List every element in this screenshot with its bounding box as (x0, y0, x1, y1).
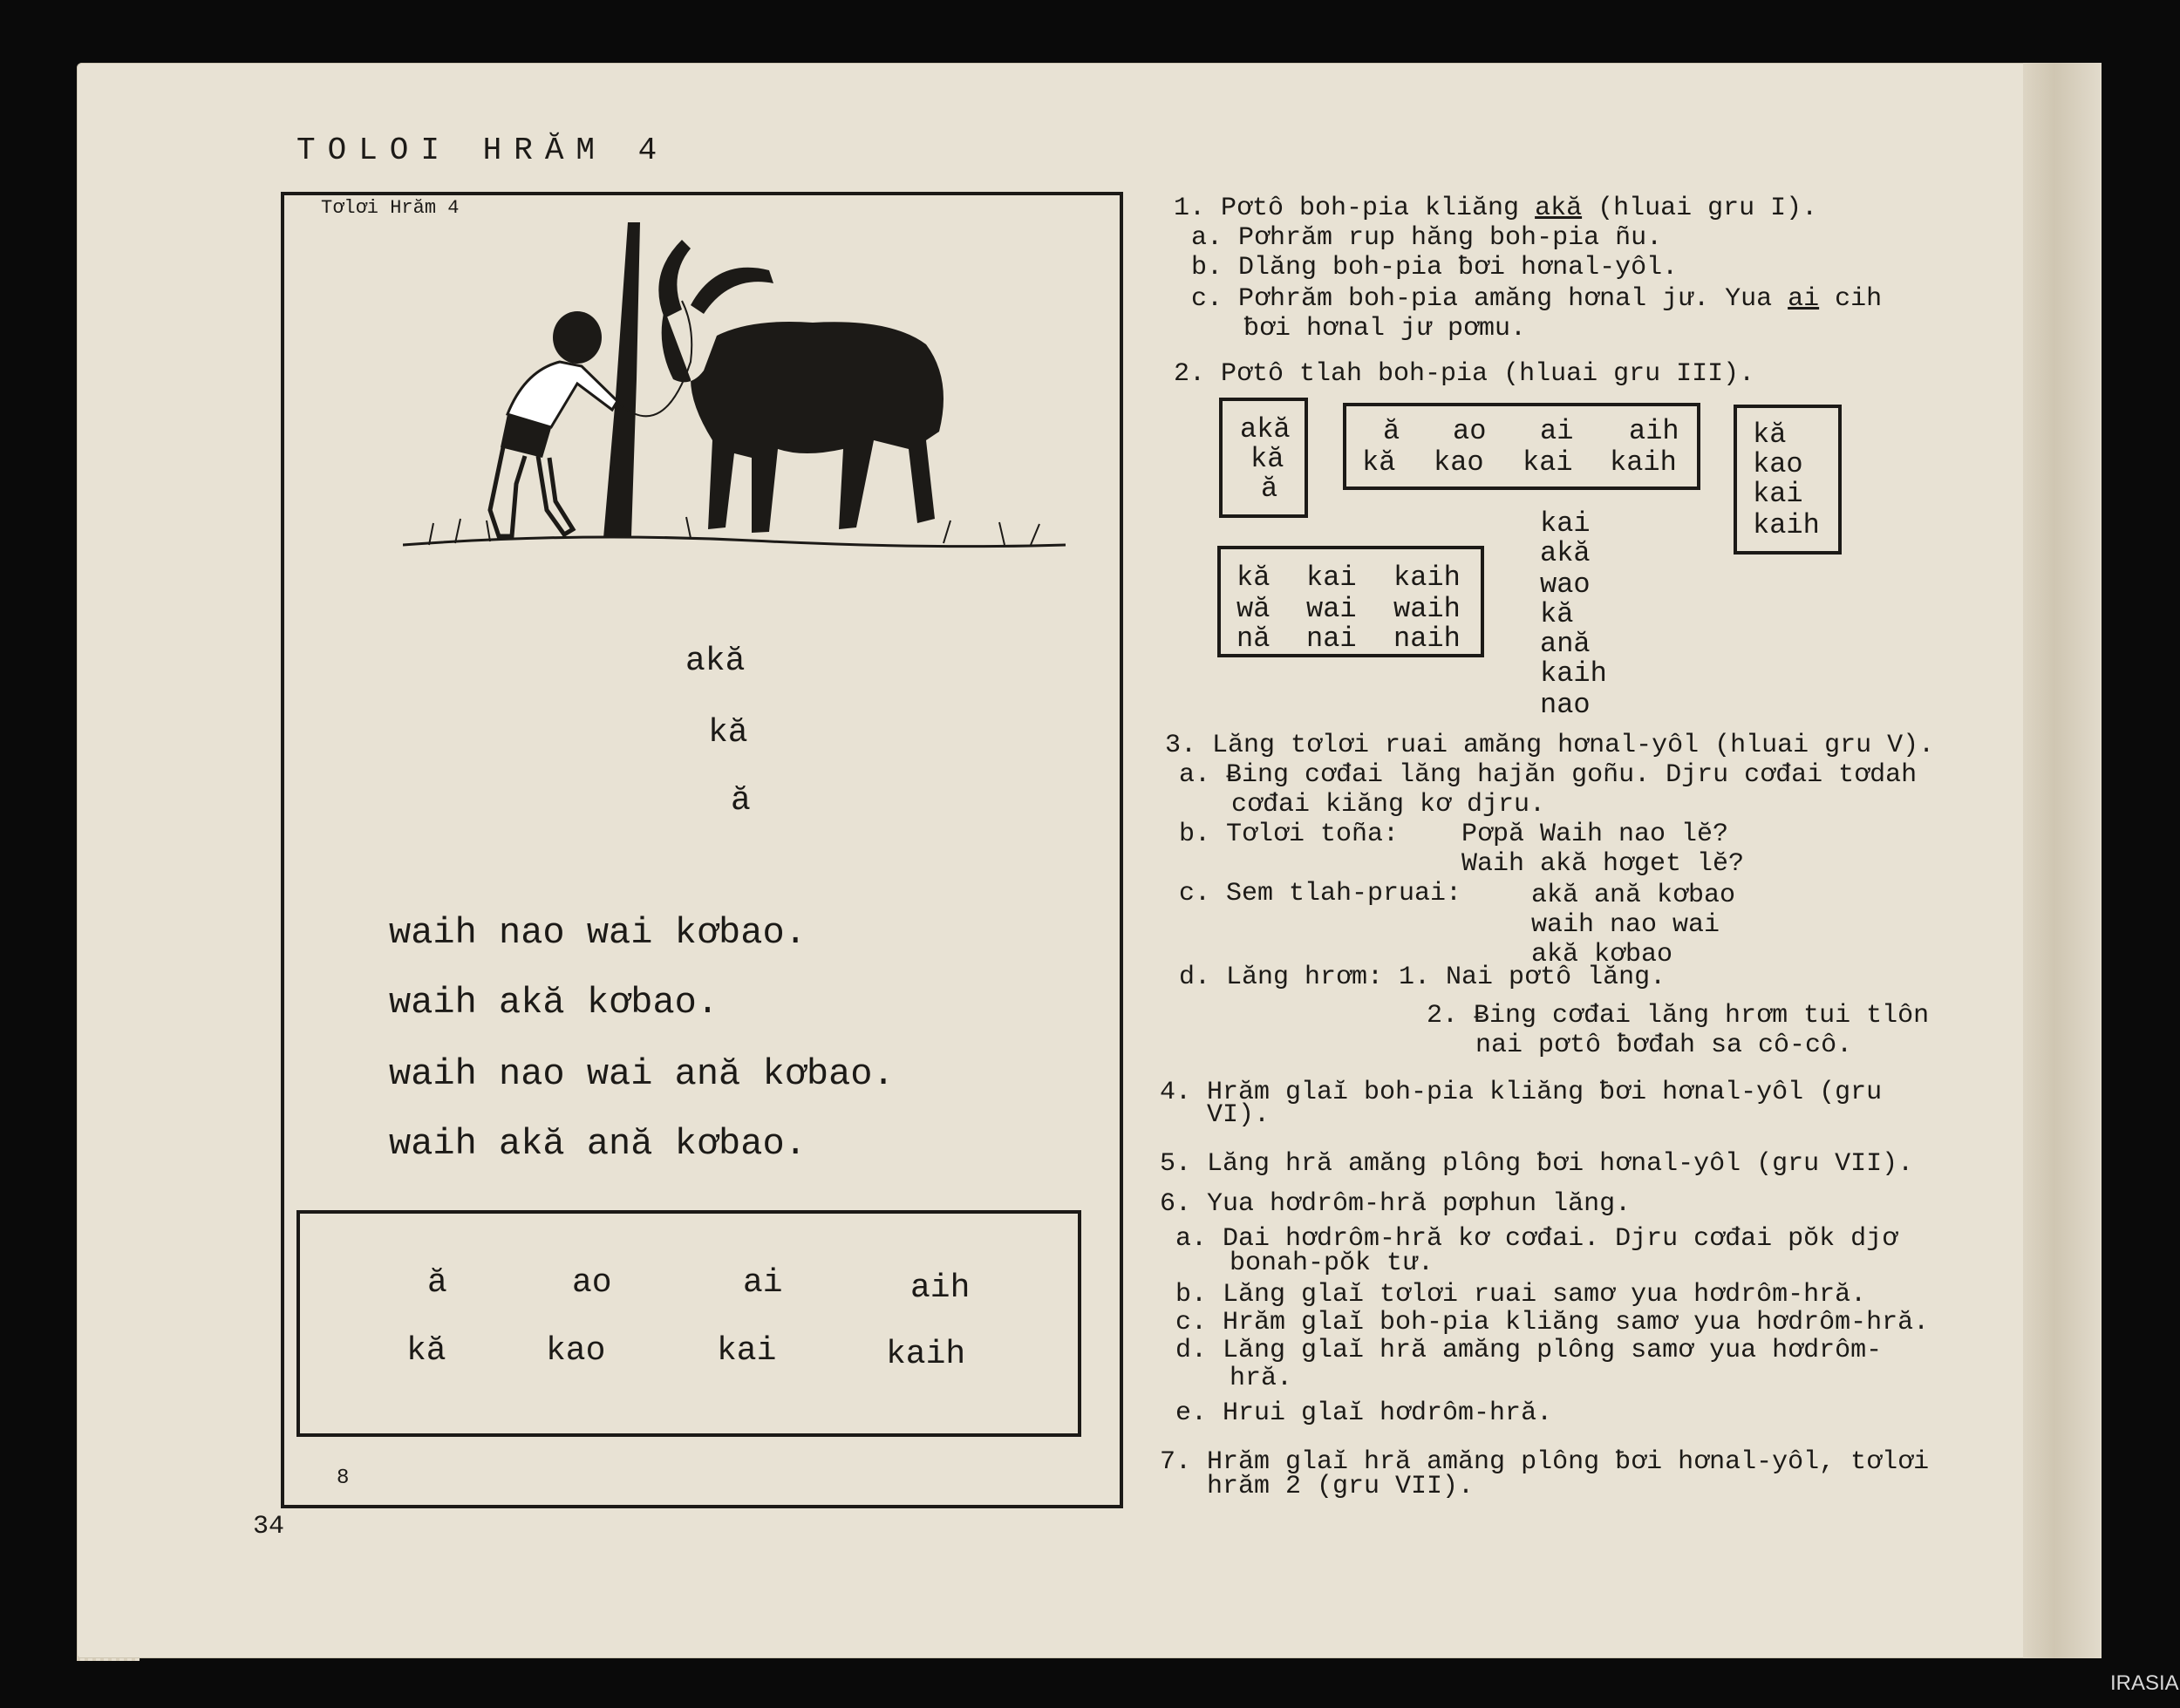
box4-r1-2: kai (1306, 561, 1357, 594)
syllable-aih: aih (910, 1269, 971, 1307)
box3-word-2: kao (1753, 448, 1803, 480)
word-ka: kă (708, 714, 748, 752)
box4-r3-3: naih (1393, 623, 1461, 655)
instruction-2: 2. Pơtô tlah boh-pia (hluai gru III). (1174, 359, 1755, 389)
box2-top-1: ă (1383, 415, 1400, 447)
column-word-4: kă (1540, 598, 1574, 630)
instruction-6a-line2: bonah-pŏk tư. (1230, 1249, 1434, 1278)
frame-title: Tơlơi Hrăm 4 (321, 197, 460, 219)
column-word-2: akă (1540, 537, 1591, 569)
book-gutter (2023, 63, 2102, 1658)
frame-page-number: 8 (337, 1466, 350, 1490)
instruction-5: 5. Lăng hră amăng plông ƀơi hơnal-yôl (gru VII). (1160, 1149, 1914, 1179)
column-word-6: kaih (1540, 657, 1607, 690)
box4-r2-2: wai (1306, 593, 1357, 625)
instruction-3d: d. Lăng hrơm: 1. Nai pơtô lăng. (1179, 963, 1666, 992)
column-word-3: wao (1540, 568, 1591, 601)
box4-r1-3: kaih (1393, 561, 1461, 594)
syllable-ai: ai (743, 1264, 783, 1302)
instruction-1-text: 1. Pơtô boh-pia kliăng (1174, 194, 1520, 223)
box2-bot-2: kao (1434, 446, 1484, 479)
instruction-6e: e. Hrui glaĭ hơdrôm-hră. (1175, 1398, 1553, 1428)
syllable-box (296, 1210, 1081, 1437)
syllable-ka: kă (406, 1332, 446, 1370)
instruction-1 (1174, 194, 1817, 223)
box4-r3-1: nă (1236, 623, 1271, 655)
instruction-1c-underlined: ai (1788, 284, 1820, 314)
instruction-3b: b. Tơlơi toña: (1179, 820, 1400, 849)
drill-line-1: akă ană kơbao (1531, 881, 1736, 910)
instruction-1c-end: cih (1835, 284, 1883, 314)
box2-top-4: aih (1629, 415, 1679, 447)
reading-sentence-4: waih akă ană kơbao. (389, 1123, 807, 1165)
instruction-4: 4. Hrăm glaĭ boh-pia kliăng ƀơi hơnal-yôl (gru (1160, 1078, 1883, 1107)
archive-watermark: IRASIA (2110, 1671, 2179, 1695)
instruction-3c: c. Sem tlah-pruai: (1179, 879, 1462, 908)
instruction-1c-line2: ƀơi hơnal jư pơmu. (1243, 314, 1527, 344)
box4-r3-2: nai (1306, 623, 1357, 655)
instruction-3: 3. Lăng tơlơi ruai amăng hơnal-yôl (hluai gru V). (1165, 731, 1935, 760)
box2-top-3: ai (1540, 415, 1574, 447)
box2-bot-1: kă (1362, 446, 1396, 479)
instruction-6d: d. Lăng glaĭ hră amăng plông samơ yua hơdrôm- (1175, 1336, 1883, 1365)
question-1: Pơpă Waih nao lĕ? (1461, 820, 1729, 849)
instruction-4-line2: VI). (1207, 1100, 1271, 1130)
syllable-kao: kao (546, 1332, 606, 1370)
page-number: 34 (253, 1512, 285, 1541)
word-a: ă (731, 782, 751, 820)
box2-bot-4: kaih (1610, 446, 1677, 479)
box4-r2-3: waih (1393, 593, 1461, 625)
reading-sentence-1: waih nao wai kơbao. (389, 912, 807, 954)
instruction-1c (1191, 284, 1882, 314)
box4-r1-1: kă (1236, 561, 1271, 594)
instruction-3a: a. Ƀing cơđai lăng hajăn goñu. Djru cơđai tơdah (1179, 760, 1918, 790)
drill-line-3: akă kơbao (1531, 940, 1673, 970)
instruction-1b: b. Dlăng boh-pia ƀơi hơnal-yôl. (1191, 253, 1679, 282)
box1-word-3: ă (1261, 473, 1278, 505)
box3-word-3: kai (1753, 478, 1803, 510)
instruction-6b: b. Lăng glaĭ tơlơi ruai samơ yua hơdrôm-hră. (1175, 1280, 1867, 1310)
instruction-7-line2: hrăm 2 (gru VII). (1207, 1472, 1475, 1501)
instruction-6: 6. Yua hơdrôm-hră pơphun lăng. (1160, 1189, 1632, 1219)
box3-word-4: kaih (1753, 509, 1820, 541)
box2-top-2: ao (1453, 415, 1487, 447)
boy-and-buffalo-illustration (403, 222, 1066, 589)
column-word-7: nao (1540, 689, 1591, 721)
syllable-a: ă (427, 1264, 447, 1302)
syllable-ao: ao (572, 1264, 612, 1302)
box1-word-2: kă (1250, 443, 1284, 475)
instruction-3a-line2: cơđai kiăng kơ djru. (1231, 790, 1546, 820)
syllable-kai: kai (717, 1332, 777, 1370)
instruction-7: 7. Hrăm glaĭ hră amăng plông ƀơi hơnal-yôl, tơlơi (1160, 1447, 1930, 1477)
drill-line-2: waih nao wai (1531, 910, 1720, 940)
box2-bot-3: kai (1523, 446, 1573, 479)
column-word-5: ană (1540, 628, 1591, 660)
instruction-1a: a. Pơhrăm rup hăng boh-pia ñu. (1191, 223, 1663, 253)
instruction-1c-text: c. Pơhrăm boh-pia amăng hơnal jư. Yua (1191, 284, 1773, 314)
instruction-6a: a. Dai hơdrôm-hră kơ cơđai. Djru cơđai pŏk djơ (1175, 1224, 1898, 1254)
instruction-1-end: (hluai gru I). (1598, 194, 1818, 223)
instruction-3d-2: 2. Ƀing cơđai lăng hrơm tui tlôn (1427, 1001, 1930, 1031)
box1-word-1: akă (1240, 413, 1291, 446)
syllable-kaih: kaih (886, 1336, 966, 1373)
instruction-3d-3: nai pơtô ƀơđah sa cô-cô. (1475, 1031, 1853, 1060)
box4-r2-1: wă (1236, 593, 1271, 625)
reading-sentence-3: waih nao wai ană kơbao. (389, 1053, 895, 1095)
instruction-6d-line2: hră. (1230, 1364, 1293, 1393)
column-word-1: kai (1540, 507, 1591, 540)
box3-word-1: kă (1753, 418, 1787, 451)
instruction-6c: c. Hrăm glaĭ boh-pia kliăng samơ yua hơdrôm-hră. (1175, 1308, 1930, 1337)
instruction-1-underlined: akă (1535, 194, 1583, 223)
reading-sentence-2: waih akă kơbao. (389, 982, 719, 1024)
question-2: Waih akă hơget lĕ? (1461, 849, 1745, 879)
word-aka: akă (685, 643, 746, 680)
lesson-header: TOLOI HRĂM 4 (296, 133, 670, 168)
